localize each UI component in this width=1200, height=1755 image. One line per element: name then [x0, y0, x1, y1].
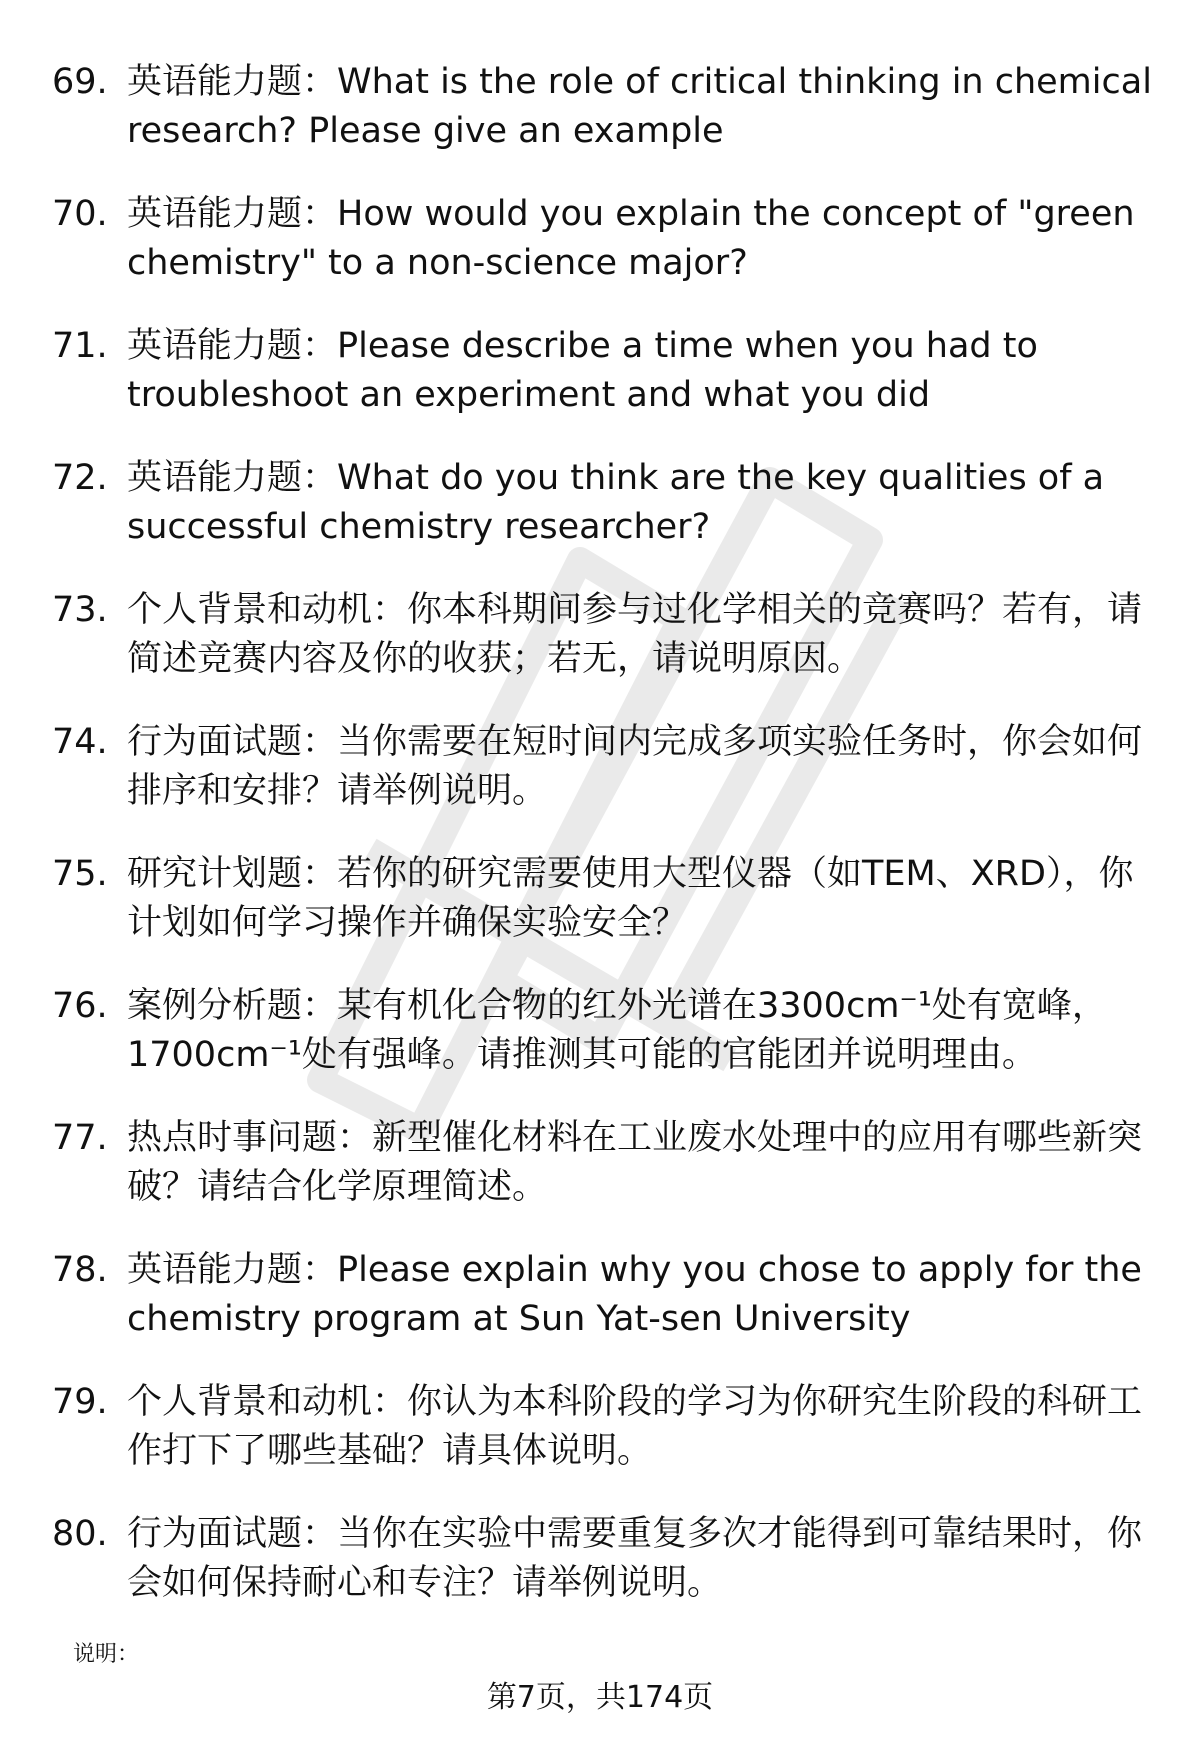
question-text: 英语能力题：Please describe a time when you had to troubleshoot an experiment and what you did — [127, 326, 1038, 415]
question-number: 70. — [52, 194, 108, 234]
question-item — [52, 1114, 1162, 1212]
question-number: 79. — [52, 1382, 108, 1422]
question-number: 80. — [52, 1514, 108, 1554]
note-label: 说明： — [73, 1642, 140, 1667]
question-text: 行为面试题：当你需要在短时间内完成多项实验任务时，你会如何排序和安排？请举例说明。 — [127, 722, 1143, 811]
question-item — [52, 718, 1162, 816]
page-footer: 第7页，共174页 — [486, 1680, 714, 1715]
question-text: 英语能力题：What do you think are the key qualities of a successful chemistry researcher? — [127, 458, 1105, 547]
question-item — [52, 1510, 1162, 1608]
question-number: 73. — [52, 590, 108, 630]
question-text: 热点时事问题：新型催化材料在工业废水处理中的应用有哪些新突破？请结合化学原理简述。 — [127, 1118, 1143, 1207]
question-text: 个人背景和动机：你认为本科阶段的学习为你研究生阶段的科研工作打下了哪些基础？请具体说明。 — [127, 1382, 1143, 1471]
question-number: 71. — [52, 326, 108, 366]
question-number: 72. — [52, 458, 108, 498]
question-item — [52, 1378, 1162, 1476]
question-item — [52, 322, 1162, 420]
question-text: 英语能力题：Please explain why you chose to apply for the chemistry program at Sun Yat-sen University — [127, 1250, 1142, 1339]
question-item — [52, 850, 1162, 948]
question-item — [52, 586, 1162, 684]
question-item — [52, 454, 1162, 552]
question-text: 英语能力题：How would you explain the concept of "green chemistry" to a non-science major? — [127, 194, 1135, 283]
question-list — [52, 58, 1162, 1642]
question-item — [52, 58, 1162, 156]
question-text: 案例分析题：某有机化合物的红外光谱在3300cm⁻¹处有宽峰，1700cm⁻¹处有强峰。请推测其可能的官能团并说明理由。 — [127, 986, 1107, 1075]
question-item — [52, 982, 1162, 1080]
question-item — [52, 190, 1162, 288]
question-number: 77. — [52, 1118, 108, 1158]
question-text: 英语能力题：What is the role of critical thinking in chemical research? Please give an example — [127, 62, 1152, 151]
question-text: 研究计划题：若你的研究需要使用大型仪器（如TEM、XRD），你计划如何学习操作并确保实验安全？ — [127, 854, 1134, 943]
question-text: 个人背景和动机：你本科期间参与过化学相关的竞赛吗？若有，请简述竞赛内容及你的收获；若无，请说明原因。 — [127, 590, 1143, 679]
question-item — [52, 1246, 1162, 1344]
question-number: 76. — [52, 986, 108, 1026]
question-number: 75. — [52, 854, 108, 894]
question-number: 74. — [52, 722, 108, 762]
question-number: 69. — [52, 62, 108, 102]
question-text: 行为面试题：当你在实验中需要重复多次才能得到可靠结果时，你会如何保持耐心和专注？请举例说明。 — [127, 1514, 1143, 1603]
question-number: 78. — [52, 1250, 108, 1290]
